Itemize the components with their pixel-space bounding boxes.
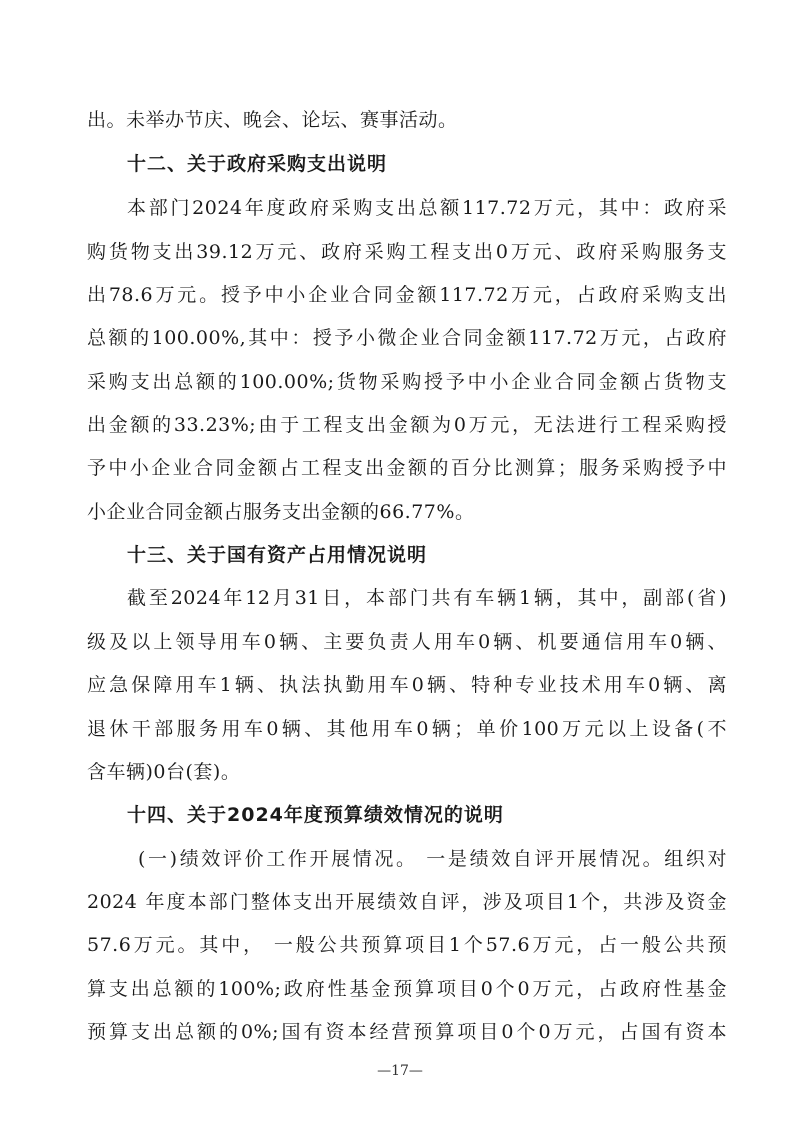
paragraph-line: 出78.6万元。授予中小企业合同金额117.72万元，占政府采购支出 — [87, 284, 727, 306]
paragraph-line: 购货物支出39.12万元、政府采购工程支出0万元、政府采购服务支 — [87, 241, 727, 263]
paragraph-line: 预算支出总额的0%;国有资本经营预算项目0个0万元，占国有资本 — [87, 1021, 727, 1043]
paragraph-line: 出金额的33.23%;由于工程支出金额为0万元，无法进行工程采购授 — [87, 414, 727, 436]
paragraph-line: 出。未举办节庆、晚会、论坛、赛事活动。 — [87, 109, 458, 131]
paragraph-line: 2024 年度本部门整体支出开展绩效自评，涉及项目1个，共涉及资金 — [87, 891, 727, 913]
section-heading-12: 十二、关于政府采购支出说明 — [127, 153, 388, 175]
paragraph-line: 本部门2024年度政府采购支出总额117.72万元，其中：政府采 — [127, 197, 727, 219]
paragraph-line: 截至2024年12月31日，本部门共有车辆1辆，其中，副部(省) — [127, 587, 727, 609]
paragraph-line: 总额的100.00%,其中：授予小微企业合同金额117.72万元，占政府 — [87, 327, 727, 349]
paragraph-line: 57.6万元。其中， 一般公共预算项目1个57.6万元，占一般公共预 — [87, 934, 727, 956]
paragraph-line: 算支出总额的100%;政府性基金预算项目0个0万元，占政府性基金 — [87, 978, 727, 1000]
paragraph-line: 应急保障用车1辆、执法执勤用车0辆、特种专业技术用车0辆、离 — [87, 674, 727, 696]
paragraph-line: 级及以上领导用车0辆、主要负责人用车0辆、机要通信用车0辆、 — [87, 631, 727, 653]
paragraph-line: 予中小企业合同金额占工程支出金额的百分比测算；服务采购授予中 — [87, 457, 727, 479]
page-number: —17— — [377, 1063, 423, 1079]
paragraph-line: (一)绩效评价工作开展情况。 一是绩效自评开展情况。组织对 — [138, 848, 727, 870]
paragraph-line: 小企业合同金额占服务支出金额的66.77%。 — [87, 501, 475, 523]
paragraph-line: 采购支出总额的100.00%;货物采购授予中小企业合同金额占货物支 — [87, 371, 727, 393]
section-heading-13: 十三、关于国有资产占用情况说明 — [127, 544, 428, 566]
paragraph-line: 含车辆)0台(套)。 — [87, 761, 241, 783]
paragraph-line: 退休干部服务用车0辆、其他用车0辆；单价100万元以上设备(不 — [87, 718, 727, 740]
section-heading-14: 十四、关于2024年度预算绩效情况的说明 — [127, 804, 504, 826]
